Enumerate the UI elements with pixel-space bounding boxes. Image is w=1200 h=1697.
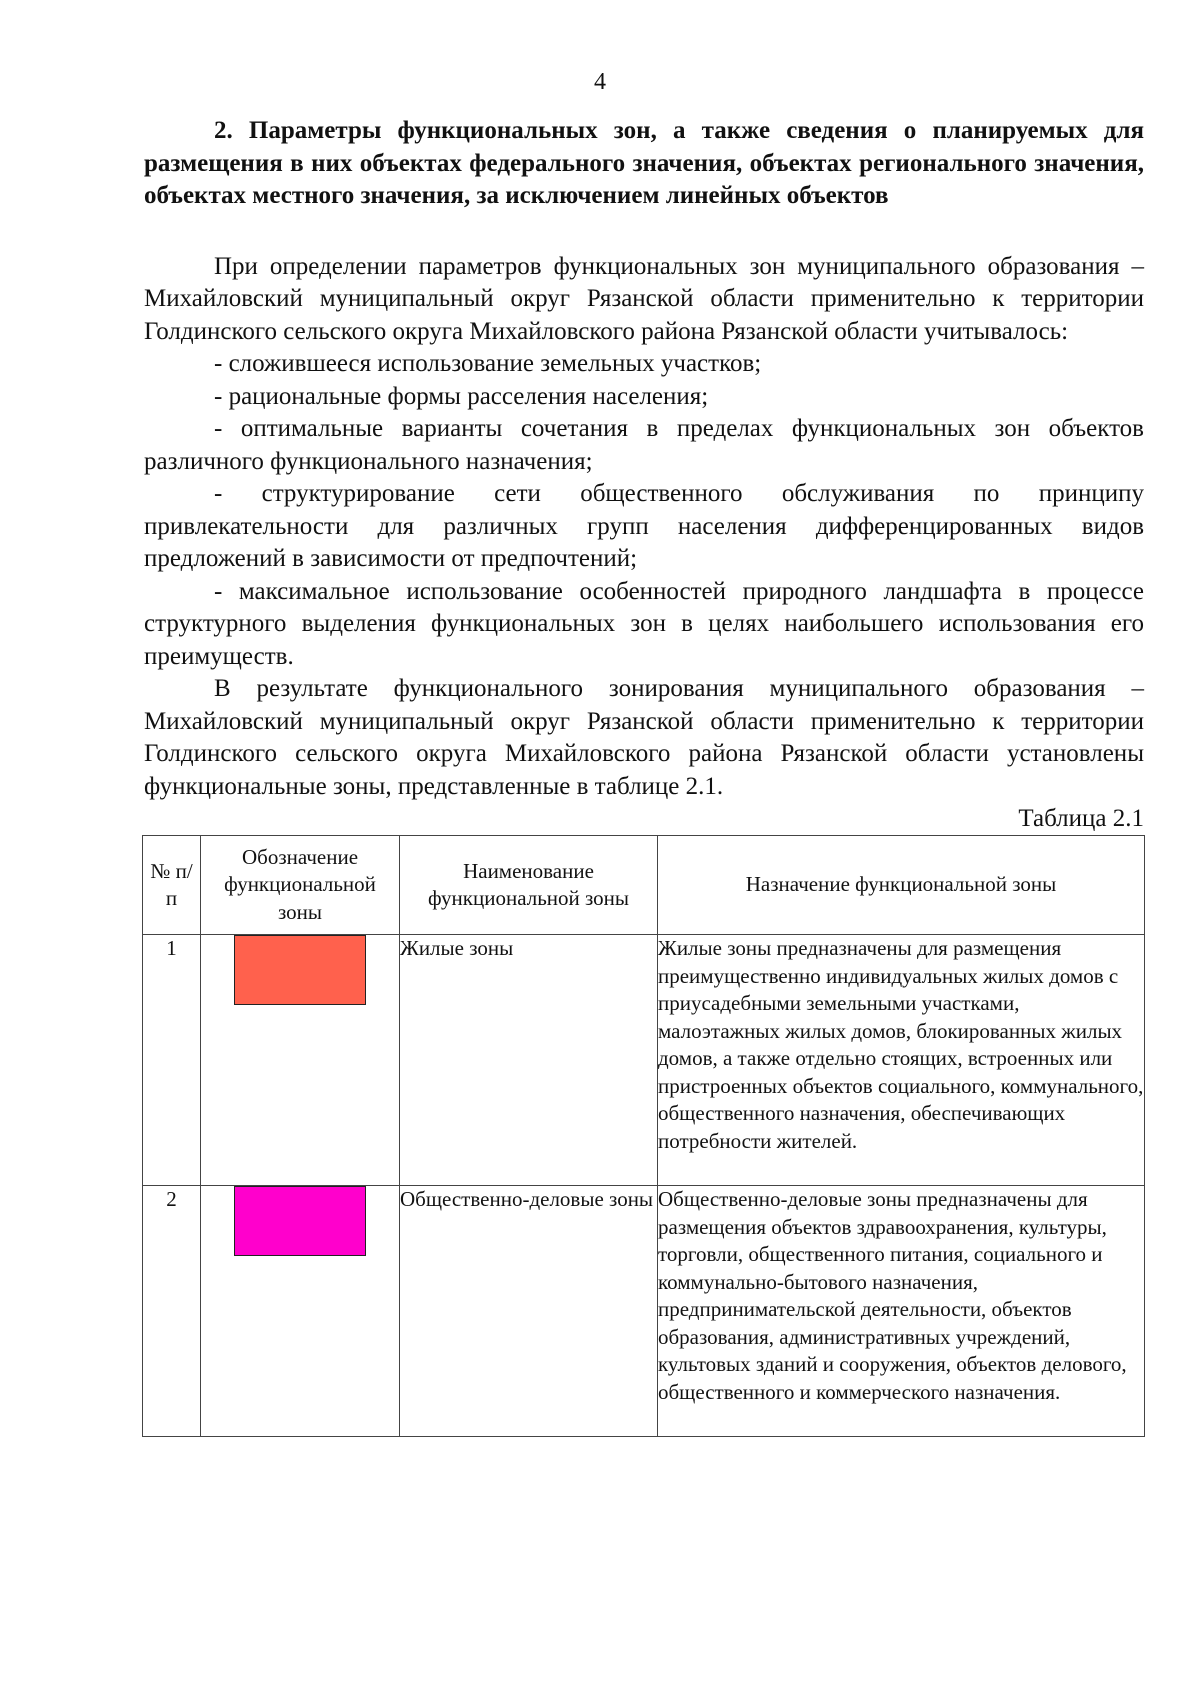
business-zone-swatch bbox=[234, 1186, 366, 1256]
section-heading: 2. Параметры функциональных зон, а также сведения о планируемых для размещения в них объектах федерального значения, объектах регионального значения, объектах местного значения, за исключением линейных объектов bbox=[144, 117, 1144, 209]
list-item-service-network: - структурирование сети общественного обслуживания по принципу привлекательности для различных групп населения дифференцированных видов предложений в зависимости от предпочтений; bbox=[144, 480, 1144, 572]
table-row bbox=[143, 1186, 1145, 1437]
list-item-landscape: - максимальное использование особенностей природного ландшафта в процессе структурного выделения функциональных зон в целях наибольшего использования его преимуществ. bbox=[144, 577, 1144, 670]
zone-purpose: Жилые зоны предназначены для размещения преимущественно индивидуальных жилых домов с приусадебными земельными участками, малоэтажных жилых домов, блокированных жилых домов, а также отдельно стоящих, встроенных или пристроенных объектов социального, коммунального, общественного назначения, обеспечивающих потребности жителей. bbox=[658, 935, 1145, 1186]
list-item-settlement: - рациональные формы расселения населения; bbox=[214, 382, 709, 410]
zone-name: Жилые зоны bbox=[400, 935, 658, 1186]
table-header-row bbox=[143, 836, 1145, 935]
zone-purpose: Общественно-деловые зоны предназначены для размещения объектов здравоохранения, культуры, торговли, общественного питания, социального и коммунально-бытового назначения, предпринимательской деятельности, объектов образования, административных учреждений, культовых зданий и сооружения, объектов делового, общественного и коммерческого назначения. bbox=[658, 1186, 1145, 1437]
page-number: 4 bbox=[594, 69, 606, 95]
zones-table bbox=[142, 835, 1145, 1437]
list-item-land-use: - сложившееся использование земельных участков; bbox=[214, 350, 762, 377]
zone-name: Общественно-деловые зоны bbox=[400, 1186, 658, 1437]
header-name: Наименование функциональной зоны bbox=[400, 836, 658, 935]
zone-symbol-cell bbox=[201, 935, 400, 1186]
header-num: № п/п bbox=[143, 836, 201, 935]
list-item-combination: - оптимальные варианты сочетания в пределах функциональных зон объектов различного функционального назначения; bbox=[144, 415, 1144, 475]
intro-paragraph: При определении параметров функциональных зон муниципального образования – Михайловский муниципальный округ Рязанской области применительно к территории Голдинского сельского округа Михайловского района Рязанской области учитывалось: bbox=[144, 252, 1144, 345]
table-row bbox=[143, 935, 1145, 1186]
zone-symbol-cell bbox=[201, 1186, 400, 1437]
table-caption: Таблица 2.1 bbox=[1018, 805, 1144, 832]
result-paragraph: В результате функционального зонирования муниципального образования – Михайловский муниципальный округ Рязанской области применительно к территории Голдинского сельского округа Михайловского района Рязанской области установлены функциональные зоны, представленные в таблице 2.1. bbox=[144, 675, 1144, 800]
header-symbol: Обозначение функциональной зоны bbox=[201, 836, 400, 935]
row-number: 1 bbox=[143, 935, 201, 1186]
residential-zone-swatch bbox=[234, 935, 366, 1005]
document-body bbox=[144, 115, 1144, 1437]
header-purpose: Назначение функциональной зоны bbox=[658, 836, 1145, 935]
row-number: 2 bbox=[143, 1186, 201, 1437]
